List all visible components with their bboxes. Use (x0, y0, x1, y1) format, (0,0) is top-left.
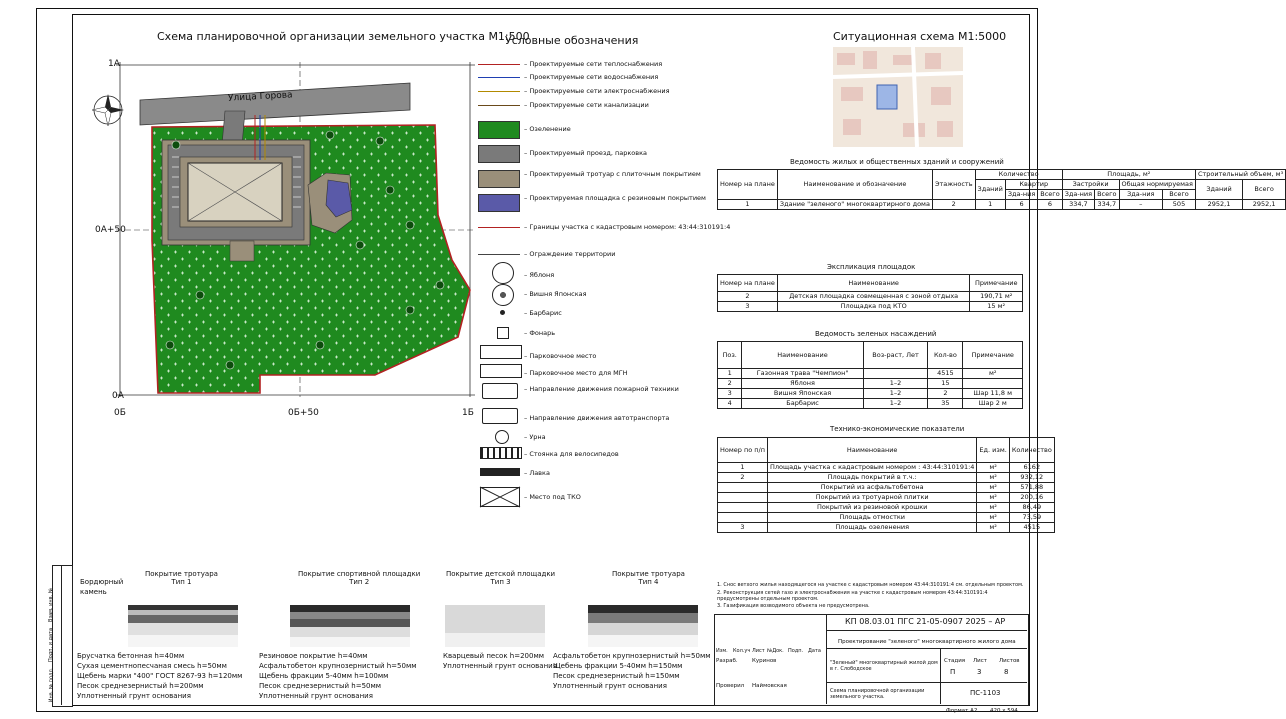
stamp-sheet: 3 (977, 668, 982, 676)
note-2: 2. Реконструкция сетей газо и электроснабжения на участке с кадастровым номером 43:44:310191:4 предусмотрены отдельным проектом. (717, 590, 988, 602)
section-2-line-1: Резиновое покрытие h=40мм (259, 652, 368, 660)
legend-car: – Направление движения автотранспорта (524, 414, 670, 422)
tep-table-title: Технико-экономические показатели (830, 425, 965, 433)
section-4-line-1: Асфальтобетон крупнозернистый h=50мм (553, 652, 711, 660)
section-1-line-5: Уплотненный грунт основания (77, 692, 191, 700)
section-1-line-3: Щебень марки "400" ГОСТ 8267-93 h=120мм (77, 672, 243, 680)
legend-fire: – Направление движения пожарной техники (524, 385, 679, 393)
legend-green: – Озеленение (524, 125, 571, 133)
axis-0b50: 0Б+50 (288, 408, 319, 418)
section-1-drawing (128, 605, 238, 647)
stamp-col-1: Изм. (716, 648, 728, 654)
section-2-title: Покрытие спортивной площадки Тип 2 (298, 570, 421, 586)
stamp-col-6: Дата (808, 648, 821, 654)
table-row: 3 Вишня Японская 1–2 2 Шар 11,8 м (718, 389, 1023, 399)
axis-0a: 0А (112, 391, 124, 401)
table-row: 1 Площадь участка с кадастровым номером : 43:44:310191:4 м² 6162 (718, 463, 1055, 473)
legend-bike: – Стоянка для велосипедов (524, 450, 619, 458)
site-plan (80, 45, 480, 425)
cherry-tree-icon (492, 284, 514, 306)
section-2-line-2: Асфальтобетон крупнозернистый h=50мм (259, 662, 417, 670)
legend-title: Условные обозначения (505, 34, 639, 47)
stamp-project: Проектирование "зеленого" многоквартирного жилого дома (838, 639, 1016, 645)
apple-tree-icon (492, 262, 514, 284)
side-label-1: Инв. № подл. (48, 667, 55, 703)
note-1: 1. Снос ветхого жилья находящегося на участке с кадастровым номером 43:44:310191:4 см. отдельным проектом. (717, 582, 1024, 588)
axis-1b: 1Б (462, 408, 474, 418)
side-label-2: Подп. и дата (48, 627, 55, 663)
section-4-line-2: Щебень фракции 5-40мм h=150мм (553, 662, 683, 670)
parking-icon (480, 345, 522, 359)
sites-table: Номер на плане Наименование Примечание 2 Детская площадка совмещенная с зоной отдыха 190,71 м² 3 Площадка под КТО 15 м² (717, 274, 1023, 312)
table-row: Покрытий из тротуарной плитки м² 200,16 (718, 493, 1055, 503)
stamp-sheets: 8 (1004, 668, 1009, 676)
table-row: 3 Площадка под КТО 15 м² (718, 302, 1023, 312)
stamp-col-4: №Док. (767, 648, 784, 654)
table-row: 2 Яблоня 1–2 15 (718, 379, 1023, 389)
side-label-3: Взам. инв. № (47, 588, 54, 622)
table-row: Площадь отмостки м² 73,59 (718, 513, 1055, 523)
note-3: 3. Газификация возводимого объекта не предусмотрена. (717, 603, 870, 609)
stamp-org: ПС-1103 (970, 689, 1001, 697)
bench-icon (480, 468, 520, 476)
buildings-table-title: Ведомость жилых и общественных зданий и сооружений (790, 158, 1004, 166)
legend-rubber: – Проектируемая площадка с резиновым покрытием (524, 194, 706, 202)
stamp-code: КП 08.03.01 ПГС 21-05-0907 2025 – АР (845, 617, 1006, 626)
section-4-title: Покрытие тротуара Тип 4 (612, 570, 685, 586)
stamp-col-5: Подп. (788, 648, 804, 654)
legend-heat: – Проектируемые сети теплоснабжения (524, 60, 663, 68)
buildings-table: Номер на плане Наименование и обозначение Этажность Количество Площадь, м² Строительный объем, м³ Зданий Квартир Застройки Общая нормируемая Зданий Всего Зда-ния Всего Зда-ния Всего Зда-ния Всего 1 Здание "зеленого" многоквартирного дома 2 1 6 6 334,7 334,7 – 505 2952,1 2952,1 (717, 169, 1286, 210)
situation-title: Ситуационная схема М1:5000 (833, 30, 1007, 43)
stamp-col-2: Кол.уч (733, 648, 751, 654)
stamp-person-1: Куринов (752, 658, 777, 664)
legend-waste: – Место под ТКО (524, 493, 581, 501)
situation-map (833, 47, 963, 147)
legend-parking: – Парковочное место (524, 352, 597, 360)
section-3-title: Покрытие детской площадки Тип 3 (446, 570, 556, 586)
legend-apple: – Яблоня (524, 271, 555, 279)
legend-boundary: – Границы участка с кадастровым номером: 43:44:310191:4 (524, 223, 731, 231)
car-route-icon (482, 408, 518, 424)
section-2-line-4: Песок среднезернистый h=50мм (259, 682, 382, 690)
legend-bench: – Лавка (524, 469, 550, 477)
green-table: Поз. Наименование Воз-раст, Лет Кол-во Примечание 1 Газонная трава "Чемпион" 4515 м² 2 Яблоня 1–2 15 3 Вишня Японская 1–2 2 Шар 11,8 м 4 Барбарис 1–2 35 Шар 2 м (717, 341, 1023, 409)
section-2-line-5: Уплотненный грунт основания (259, 692, 373, 700)
tep-table: Номер по п/п Наименование Ед. изм. Количество 1 Площадь участка с кадастровым номером : 43:44:310191:4 м² 6162 2 Площадь покрытий в т.ч.: м² 932,12 Покрытий из асфальтобетона м² 571,88 Покрытий из тротуарной плитки м² 200,16 Покрытий из резиновой крошки м² 86,49 Площадь отмостки м² 73,59 3 Площадь озеленения м² 4515 (717, 437, 1055, 533)
stamp-sheets-h: Листов (999, 658, 1020, 664)
plan-title: Схема планировочной организации земельного участка М1:500 (157, 30, 530, 43)
green-table-title: Ведомость зеленых насаждений (815, 330, 937, 338)
section-2-line-3: Щебень фракции 5-40мм h=100мм (259, 672, 389, 680)
stamp-object: "Зеленый" многоквартирный жилой дом в г. Слободское (830, 660, 938, 672)
table-row: 2 Детская площадка совмещенная с зоной отдыха 190,71 м² (718, 292, 1023, 302)
section-4-line-3: Песок среднезернистый h=150мм (553, 672, 680, 680)
street-label: Улица Горова (227, 90, 293, 104)
legend-sewer: – Проектируемые сети канализации (524, 101, 649, 109)
stamp-sheet-title: Схема планировочной организации земельного участка. (830, 688, 925, 700)
stamp-person-2: Наймовская (752, 683, 787, 689)
legend-lamp: – Фонарь (524, 329, 556, 337)
stamp-stage-h: Стадия (944, 658, 966, 664)
table-row: 4 Барбарис 1–2 35 Шар 2 м (718, 399, 1023, 409)
table-row: 1 Газонная трава "Чемпион" 4515 м² (718, 369, 1023, 379)
legend-fence: – Ограждение территории (524, 250, 616, 258)
sites-table-title: Экспликация площадок (827, 263, 916, 271)
table-row: Покрытий из асфальтобетона м² 571,88 (718, 483, 1055, 493)
axis-1a: 1А (108, 59, 120, 69)
stamp-format-size: 420 x 594 (990, 708, 1018, 714)
legend-barberry: – Барбарис (524, 309, 562, 317)
legend-electric: – Проектируемые сети электроснабжения (524, 87, 670, 95)
table-row: 3 Площадь озеленения м² 4515 (718, 523, 1055, 533)
fire-route-icon (482, 383, 518, 399)
axis-0a50: 0А+50 (95, 225, 126, 235)
bike-icon (480, 447, 522, 459)
table-row: 2 Площадь покрытий в т.ч.: м² 932,12 (718, 473, 1055, 483)
stamp-col-3: Лист (752, 648, 765, 654)
legend-water: – Проектируемые сети водоснабжения (524, 73, 659, 81)
urn-icon (495, 430, 509, 444)
section-1-line-4: Песок среднезернистый h=200мм (77, 682, 204, 690)
stamp-role-1: Разраб. (716, 658, 738, 664)
section-1-line-1: Брусчатка бетонная h=40мм (77, 652, 185, 660)
section-4-drawing (588, 605, 698, 647)
legend-road: – Проектируемый проезд, парковка (524, 149, 647, 157)
stamp-format: Формат А2 (946, 708, 978, 714)
lamp-icon (497, 327, 509, 339)
parking-mgn-icon (480, 364, 522, 378)
barberry-icon (500, 310, 505, 315)
section-1-line-2: Сухая цементнопесчаная смесь h=50мм (77, 662, 227, 670)
stamp-stage: П (950, 668, 956, 676)
stamp-sheet-h: Лист (973, 658, 987, 664)
section-4-line-4: Уплотненный грунт основания (553, 682, 667, 690)
section-1-extra: Бордюрный камень (80, 578, 124, 596)
stamp-role-2: Проверил (716, 683, 745, 689)
section-2-drawing (290, 605, 410, 647)
section-1-title: Покрытие тротуара Тип 1 (145, 570, 218, 586)
section-3-drawing (445, 605, 545, 647)
section-3-line-1: Кварцевый песок h=200мм (443, 652, 545, 660)
side-stamp-2 (61, 565, 62, 705)
legend-paving: – Проектируемый тротуар с плиточным покрытием (524, 170, 701, 178)
section-3-line-2: Уплотненный грунт основания (443, 662, 557, 670)
legend-parking-mgn: – Парковочное место для МГН (524, 369, 628, 377)
legend-urn: – Урна (524, 433, 546, 441)
legend-cherry: – Вишня Японская (524, 290, 587, 298)
axis-0b: 0Б (114, 408, 126, 418)
table-row: Покрытий из резиновой крошки м² 86,49 (718, 503, 1055, 513)
waste-icon (480, 487, 520, 507)
